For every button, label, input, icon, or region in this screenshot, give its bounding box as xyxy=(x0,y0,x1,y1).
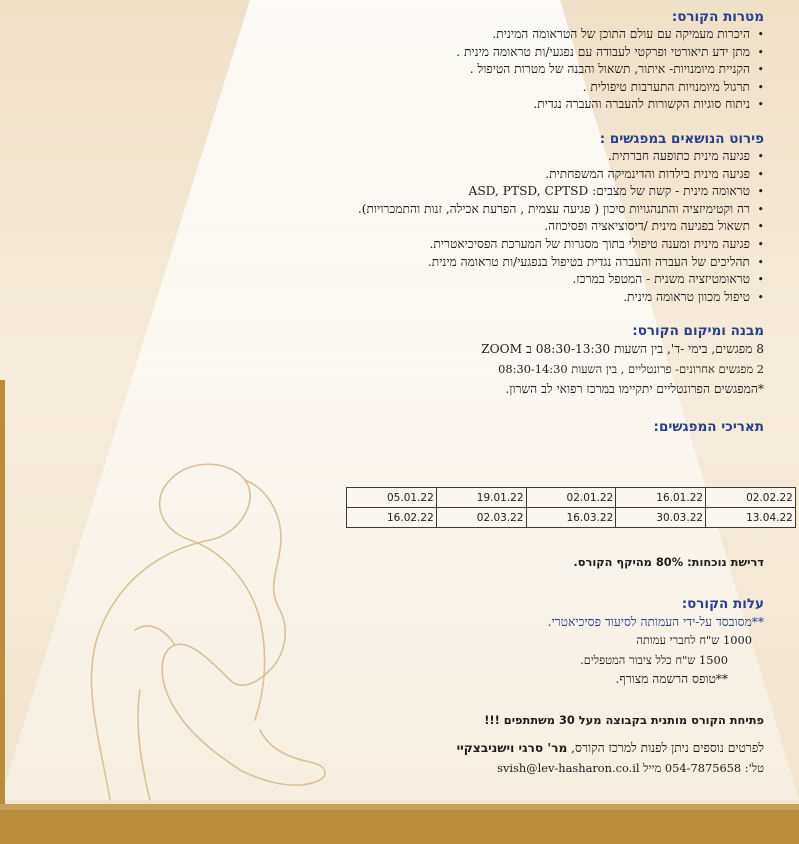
list-item: • פגיעה מינית כתופעה חברתית. xyxy=(164,148,750,166)
list-item: • תרגול מיומנויות התערבות טיפולית . xyxy=(164,79,750,97)
date-cell: 02.03.22 xyxy=(436,508,526,528)
date-cell: 05.01.22 xyxy=(347,488,437,508)
table-row xyxy=(347,508,796,528)
attendance-requirement: דרישת נוכחות: 80% מהיקף הקורס. xyxy=(573,555,764,569)
topics-title: פירוט הנושאים במפגשים : xyxy=(599,130,764,147)
topics-list xyxy=(164,148,764,306)
date-cell: 19.01.22 xyxy=(436,488,526,508)
opening-condition: פתיחת הקורס מותנית בקבוצה מעל 30 משתתפים !!! xyxy=(484,713,764,727)
list-item: • מתן ידע תיאורטי ופרקטי לעבודה עם נפגעי/ות טראומה מינית . xyxy=(164,44,750,62)
dates-section xyxy=(164,418,764,436)
dates-title: תאריכי המפגשים: xyxy=(653,419,764,436)
structure-line-frontal: 2 מפגשים אחרונים- פרונטליים , בין השעות 08:30-14:30 xyxy=(498,361,764,376)
contact-phone-email: טל': 054-7875658 מייל svish@lev-hasharon.co.il xyxy=(497,760,764,775)
list-item: • הקניית מיומנויות- איתור, תשאול והבנה של מטרות הטיפול . xyxy=(164,61,750,79)
list-item: • טיפול מכוון טראומה מינית. xyxy=(164,289,750,307)
cost-section xyxy=(164,595,764,690)
bottom-border xyxy=(0,804,799,844)
content-column xyxy=(164,8,764,436)
goals-list xyxy=(164,26,764,114)
date-cell: 16.02.22 xyxy=(347,508,437,528)
cost-title: עלות הקורס: xyxy=(681,596,764,612)
date-cell: 13.04.22 xyxy=(706,508,796,528)
date-cell: 30.03.22 xyxy=(616,508,706,528)
goals-title: מטרות הקורס: xyxy=(671,9,764,25)
list-item: • פגיעה מינית ומענה טיפולי בתוך מסגרות של המערכת הפסיכיאטרית. xyxy=(164,236,750,254)
cost-registration-form: **טופס הרשמה מצורף. xyxy=(615,672,728,687)
list-item: • תשאול בפגיעה מינית /דיסוציאציה ופסיכוזה. xyxy=(164,218,750,236)
contact-line xyxy=(164,739,764,759)
list-item: • פגיעה מינית בילדות והדינמיקה המשפחתית. xyxy=(164,166,750,184)
dates-table xyxy=(346,487,796,528)
list-item: • ניתוח סוגיות הקשורות להעברה והעברה נגדית. xyxy=(164,96,750,114)
contact-section xyxy=(164,739,764,778)
list-item: • רה וקטימיזציה והתנהגויות סיכון ( פגיעה עצמית , הפרעת אכילה, זנות והתמכרויות). xyxy=(164,201,750,219)
date-cell: 16.03.22 xyxy=(526,508,616,528)
contact-prefix: לפרטים נוספים ניתן לפנות למרכז הקורס, xyxy=(567,741,764,755)
list-item: • תהליכים של העברה והעברה נגדית בטיפול בנפגעי/ות טראומה מינית. xyxy=(164,254,750,272)
contact-name: מר' סרגי וישניבצקיי xyxy=(456,741,568,755)
structure-title: מבנה ומיקום הקורס: xyxy=(632,323,764,340)
table-row xyxy=(347,488,796,508)
structure-line-zoom: 8 מפגשים, בימי -ד', בין השעות 08:30-13:30 ב ZOOM xyxy=(481,342,764,357)
topics-section xyxy=(164,130,764,306)
date-cell: 02.02.22 xyxy=(706,488,796,508)
cost-public: 1500 ש"ח כלל ציבור המטפלים. xyxy=(580,652,728,667)
list-item: • טראומטיזציה משנית - המטפל במרכז. xyxy=(164,271,750,289)
list-item: • טראומה מינית - קשת של מצבים: ASD, PTSD, CPTSD xyxy=(164,183,750,201)
list-item: • היכרות מעמיקה עם עולם התוכן של הטראומה המינית. xyxy=(164,26,750,44)
date-cell: 02.01.22 xyxy=(526,488,616,508)
cost-members: 1000 ש"ח לחברי עמותה xyxy=(636,633,752,647)
structure-line-location: *המפגשים הפרונטליים יתקיימו במרכז רפואי לב השרון. xyxy=(505,381,764,396)
structure-section xyxy=(164,322,764,399)
left-border xyxy=(0,380,5,844)
date-cell: 16.01.22 xyxy=(616,488,706,508)
goals-section xyxy=(164,8,764,114)
cost-subsidized: **מסובסד על-ידי העמותה לסיעוד פסיכיאטרי. xyxy=(547,615,764,629)
